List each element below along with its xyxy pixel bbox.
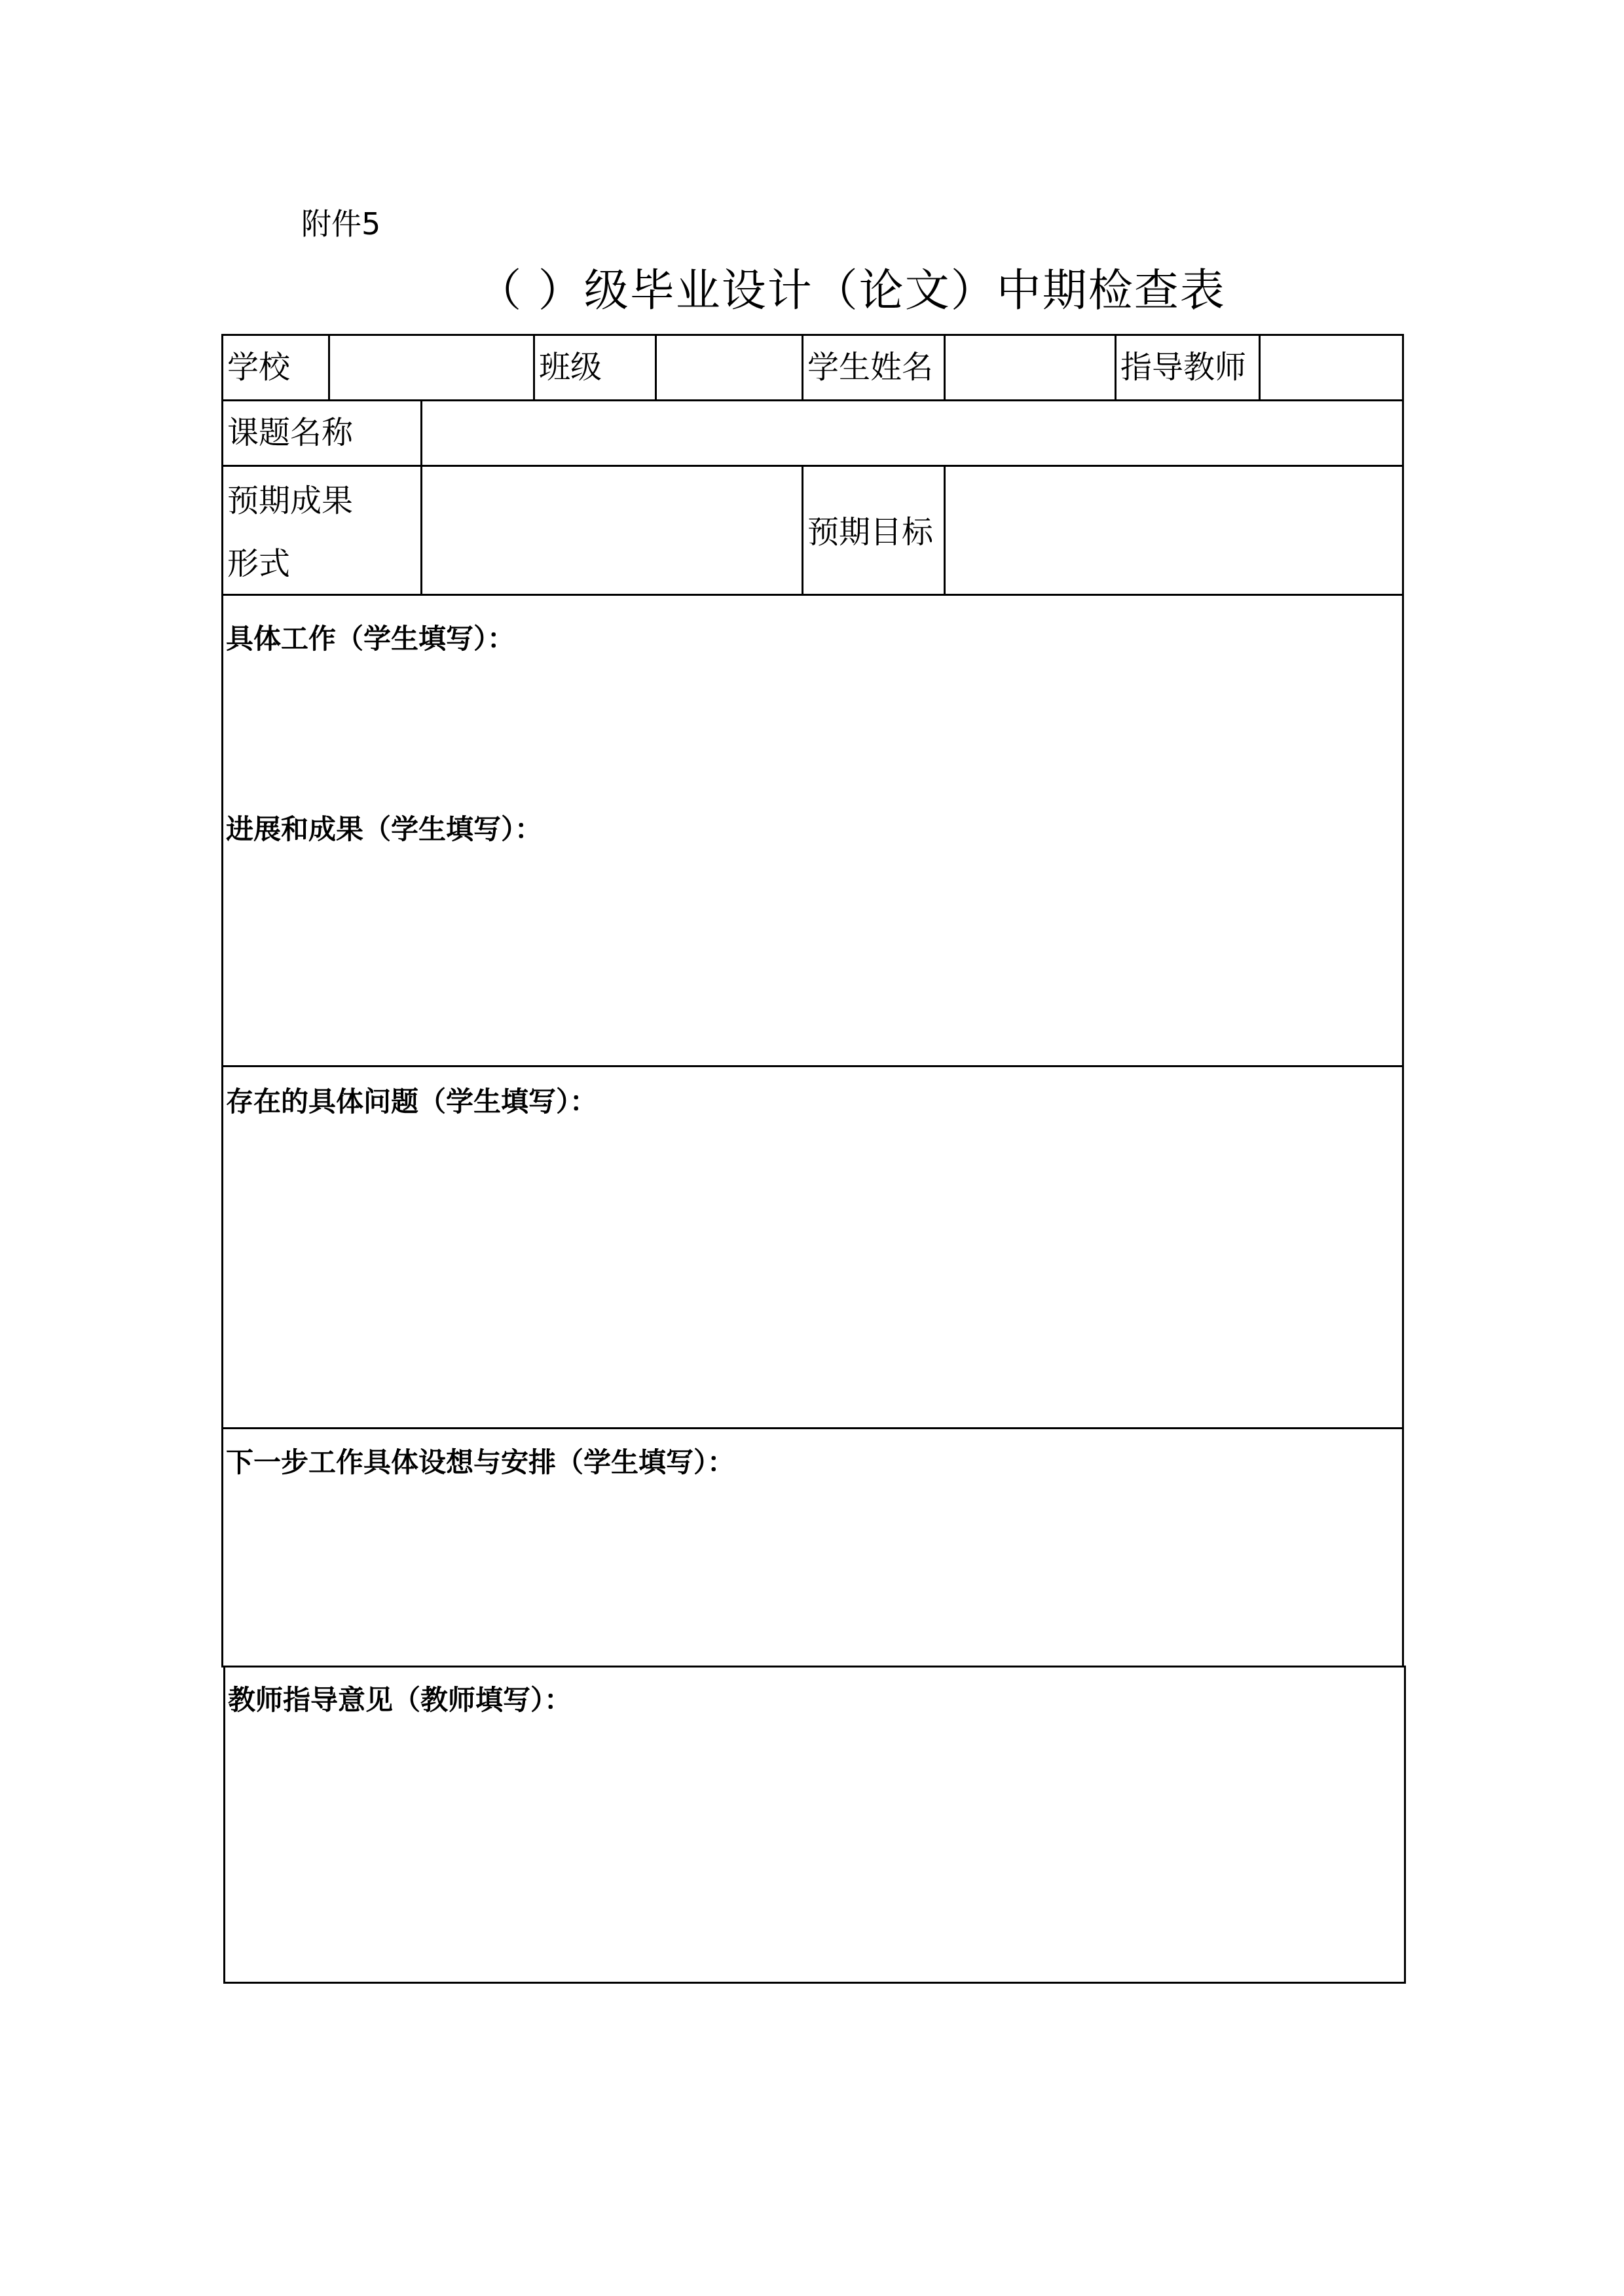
problems-section[interactable]: [221, 1065, 1404, 1429]
work-progress-section[interactable]: [221, 594, 1404, 1067]
advisor-label: 指导教师: [1120, 349, 1247, 386]
school-label: 学校: [227, 349, 291, 386]
goal-field[interactable]: [944, 465, 1404, 596]
student-name-field[interactable]: [944, 334, 1116, 401]
goal-label-cell: [802, 465, 946, 596]
next-plan-section[interactable]: [221, 1427, 1404, 1667]
result-form-label-line2: 形式: [227, 545, 291, 582]
teacher-opinion-section[interactable]: [223, 1666, 1406, 1984]
page-title: （ ）级毕业设计（论文）中期检查表: [477, 265, 1226, 317]
school-label-cell: [221, 334, 330, 401]
student-name-label: 学生姓名: [807, 349, 934, 386]
result-form-label-cell: [221, 465, 422, 596]
class-field[interactable]: [655, 334, 803, 401]
advisor-label-cell: [1115, 334, 1261, 401]
school-field[interactable]: [328, 334, 535, 401]
progress-label: 进展和成果（学生填写）：: [226, 813, 543, 845]
advisor-field[interactable]: [1259, 334, 1404, 401]
class-label: 班级: [539, 349, 602, 386]
problems-label: 存在的具体问题（学生填写）：: [226, 1085, 598, 1118]
result-form-label-line1: 预期成果: [227, 483, 354, 519]
goal-label: 预期目标: [807, 514, 934, 551]
class-label-cell: [533, 334, 657, 401]
work-label: 具体工作（学生填写）：: [226, 623, 515, 655]
student-name-label-cell: [802, 334, 946, 401]
topic-field[interactable]: [420, 399, 1404, 467]
topic-label-cell: [221, 399, 422, 467]
next-plan-label: 下一步工作具体设想与安排（学生填写）：: [226, 1446, 735, 1478]
teacher-opinion-label: 教师指导意见（教师填写）：: [228, 1684, 572, 1716]
result-form-field[interactable]: [420, 465, 803, 596]
mid-term-check-form: [221, 334, 1404, 1984]
topic-label: 课题名称: [227, 414, 354, 451]
attachment-label: 附件5: [301, 206, 381, 242]
